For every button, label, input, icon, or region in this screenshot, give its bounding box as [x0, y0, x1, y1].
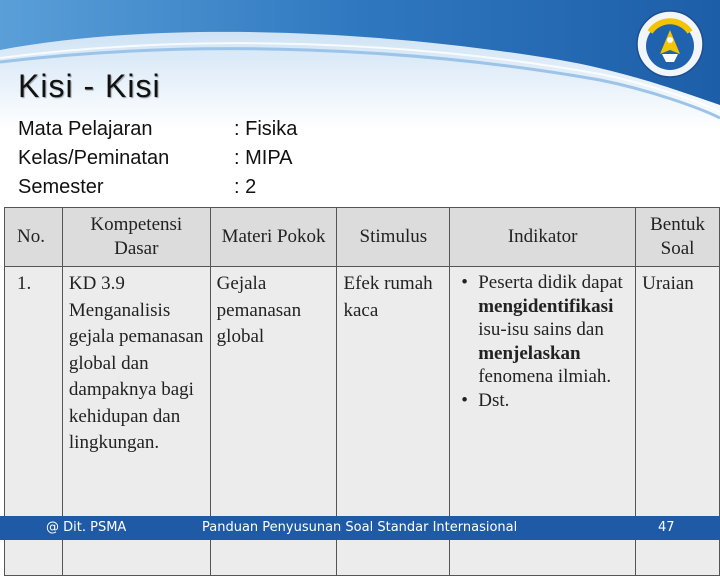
class-row: [18, 144, 297, 173]
semester-label: Semester: [18, 176, 104, 198]
header-materi-pokok: Materi Pokok: [210, 208, 337, 267]
footer-bar: [0, 516, 720, 540]
semester-row: [18, 173, 297, 202]
page-number: 47: [658, 520, 675, 535]
cell-kompetensi-dasar: KD 3.9 Menganalisis gejala pemanasan global dan dampaknya bagi kehidupan dan lingkungan.: [62, 267, 210, 576]
indicator-text: fenomena ilmiah.: [478, 366, 612, 387]
header-indikator: Indikator: [450, 208, 636, 267]
header-stimulus: Stimulus: [337, 208, 450, 267]
footer-organization: @ Dit. PSMA: [46, 520, 127, 535]
slide-title: Kisi - Kisi: [18, 68, 161, 104]
header-kompetensi-dasar: Kompetensi Dasar: [62, 208, 210, 267]
cell-stimulus: Efek rumah kaca: [337, 267, 450, 576]
semester-value: : 2: [234, 176, 257, 198]
footer-document-title: Panduan Penyusunan Soal Standar Internasional: [202, 520, 518, 535]
indicator-item: [478, 271, 629, 389]
indicator-keyword: menjelaskan: [478, 342, 581, 364]
cell-no: 1.: [5, 267, 63, 576]
header-bentuk-soal: Bentuk Soal: [636, 208, 720, 267]
indicator-keyword: mengidentifikasi: [478, 295, 614, 317]
subject-row: [18, 115, 297, 144]
cell-bentuk-soal: Uraian: [636, 267, 720, 576]
indicator-list: [456, 271, 629, 412]
indicator-text: Peserta didik dapat: [478, 272, 623, 293]
header-no: No.: [5, 208, 63, 267]
header-background: [0, 0, 720, 130]
tut-wuri-handayani-logo-icon: [636, 10, 704, 78]
indicator-item: • Dst.: [478, 389, 629, 413]
table-header-row: [5, 208, 720, 267]
class-label: Kelas/Peminatan: [18, 147, 170, 169]
indicator-text: isu-isu sains dan: [478, 319, 604, 340]
cell-materi-pokok: Gejala pemanasan global: [210, 267, 337, 576]
subject-value: : Fisika: [234, 118, 298, 140]
class-value: : MIPA: [234, 147, 293, 169]
subject-label: Mata Pelajaran: [18, 118, 153, 140]
subject-info: [18, 115, 297, 202]
